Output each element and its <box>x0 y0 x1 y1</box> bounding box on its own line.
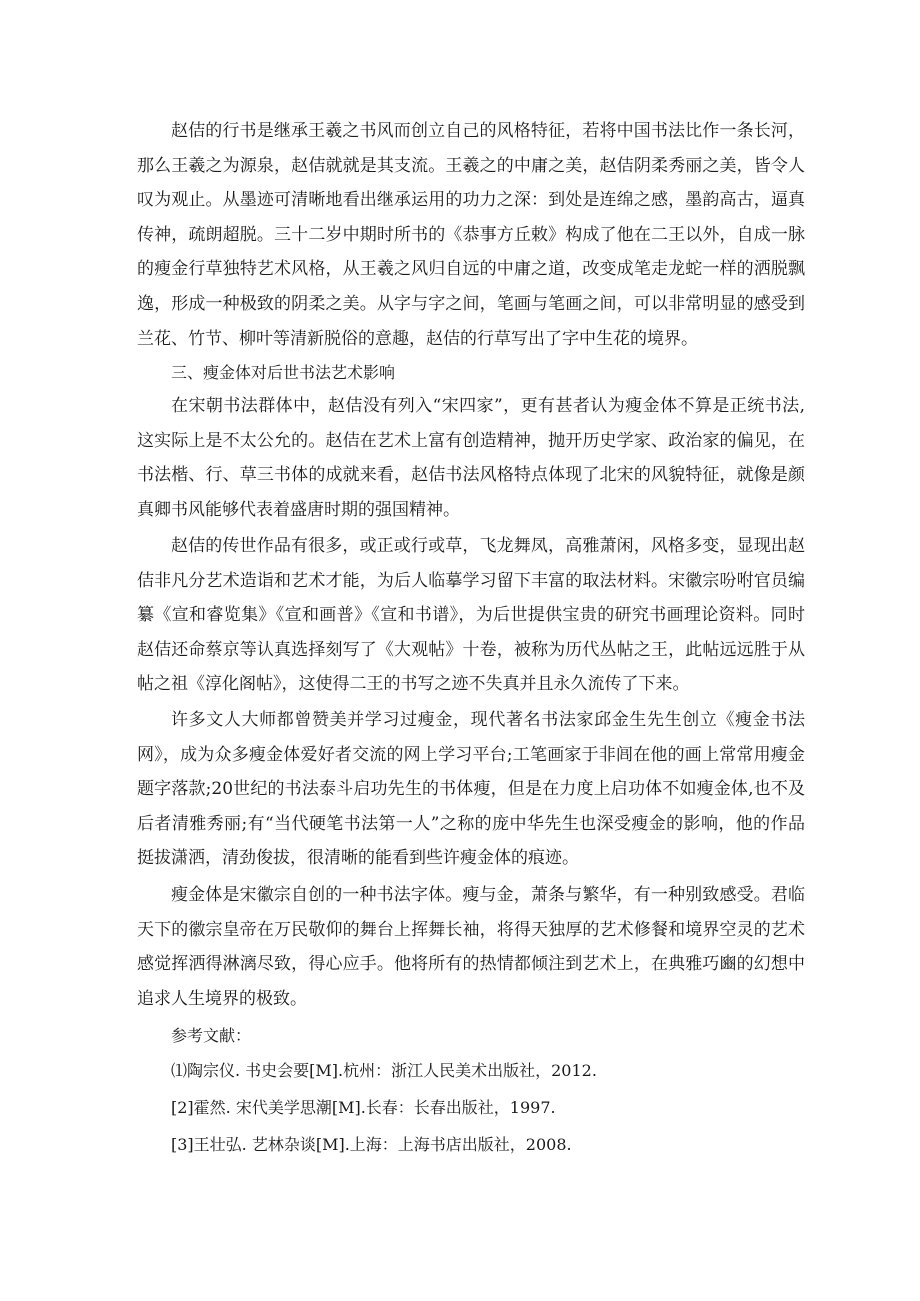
paragraph-shoujin-definition: 瘦金体是宋徽宗自创的一种书法字体。瘦与金，萧条与繁华，有一种别致感受。君临天下的徽宗皇帝在万民敬仰的舞台上挥舞长袖，将得天独厚的艺术修餐和境界空灵的艺术感觉挥洒得淋漓尽致，得心应手。他将所有的热情都倾注到艺术上，在典雅巧豳的幻想中追求人生境界的极致。 <box>137 885 805 1009</box>
paragraph-works: 赵佶的传世作品有很多，或正或行或草，飞龙舞凤，高雅萧闲，风格多变，显现出赵佶非凡分艺术造诣和艺术才能，为后人临摹学习留下丰富的取法材料。宋徽宗吩咐官员编纂《宣和睿览集》《宣和画普》《宣和书谱》，为后世提供宝贵的研究书画理论资料。同时赵佶还命蔡京等认真选择刻写了《大观帖》十卷，被称为历代丛帖之王，此帖远远胜于从帖之祖《淳化阁帖》，这使得二王的书写之迹不失真并且永久流传了下来。 <box>137 536 805 695</box>
reference-item: [2]霍然. 宋代美学思潮[M].长春：长春出版社，1997. <box>171 1098 556 1117</box>
reference-item: ⑴陶宗仪. 书史会要[M].杭州：浙江人民美术出版社，2012. <box>171 1061 597 1080</box>
paragraph-scholars: 许多文人大师都曾赞美并学习过瘦金，现代著名书法家邱金生先生创立《瘦金书法网》，成为众多瘦金体爱好者交流的网上学习平台;工笔画家于非闾在他的画上常常用瘦金题字落款;20世纪的书法泰斗启功先生的书体瘦，但是在力度上启功体不如瘦金体,也不及后者清雅秀丽;有“当代硬笔书法第一人”之称的庞中华先生也深受瘦金的影响，他的作品挺拔潇洒，清劲俊拔，很清晰的能看到些许瘦金体的痕迹。 <box>137 710 805 869</box>
paragraph-song-calligraphy: 在宋朝书法群体中，赵佶没有列入“宋四家”，更有甚者认为瘦金体不算是正统书法,这实际上是不太公允的。赵佶在艺术上富有创造精神，抛开历史学家、政治家的偏见，在书法楷、行、草三书体的成就来看，赵佶书法风格特点体现了北宋的风貌特征，就像是颜真卿书风能够代表着盛唐时期的强国精神。 <box>137 396 805 520</box>
paragraph-xingshu: 赵佶的行书是继承王羲之书风而创立自己的风格特征，若将中国书法比作一条长河，那么王羲之为源泉，赵佶就就是其支流。王羲之的中庸之美，赵佶阴柔秀丽之美，皆令人叹为观止。从墨迹可清晰地看出继承运用的功力之深：到处是连绵之感，墨韵高古，逼真传神，疏朗超脱。三十二岁中期时所书的《恭事方丘敕》构成了他在二王以外，自成一脉的瘦金行草独特艺术风格，从王羲之风归自远的中庸之道，改变成笔走龙蛇一样的洒脱飘逸，形成一种极致的阴柔之美。从字与字之间，笔画与笔画之间，可以非常明显的感受到兰花、竹节、柳叶等清新脱俗的意趣，赵佶的行草写出了字中生花的境界。 <box>137 121 805 349</box>
section-heading-influence: 三、瘦金体对后世书法艺术影响 <box>171 363 396 382</box>
references-heading: 参考文献： <box>171 1026 252 1045</box>
reference-item: [3]王壮弘. 艺林杂谈[M].上海：上海书店出版社，2008. <box>171 1135 572 1154</box>
